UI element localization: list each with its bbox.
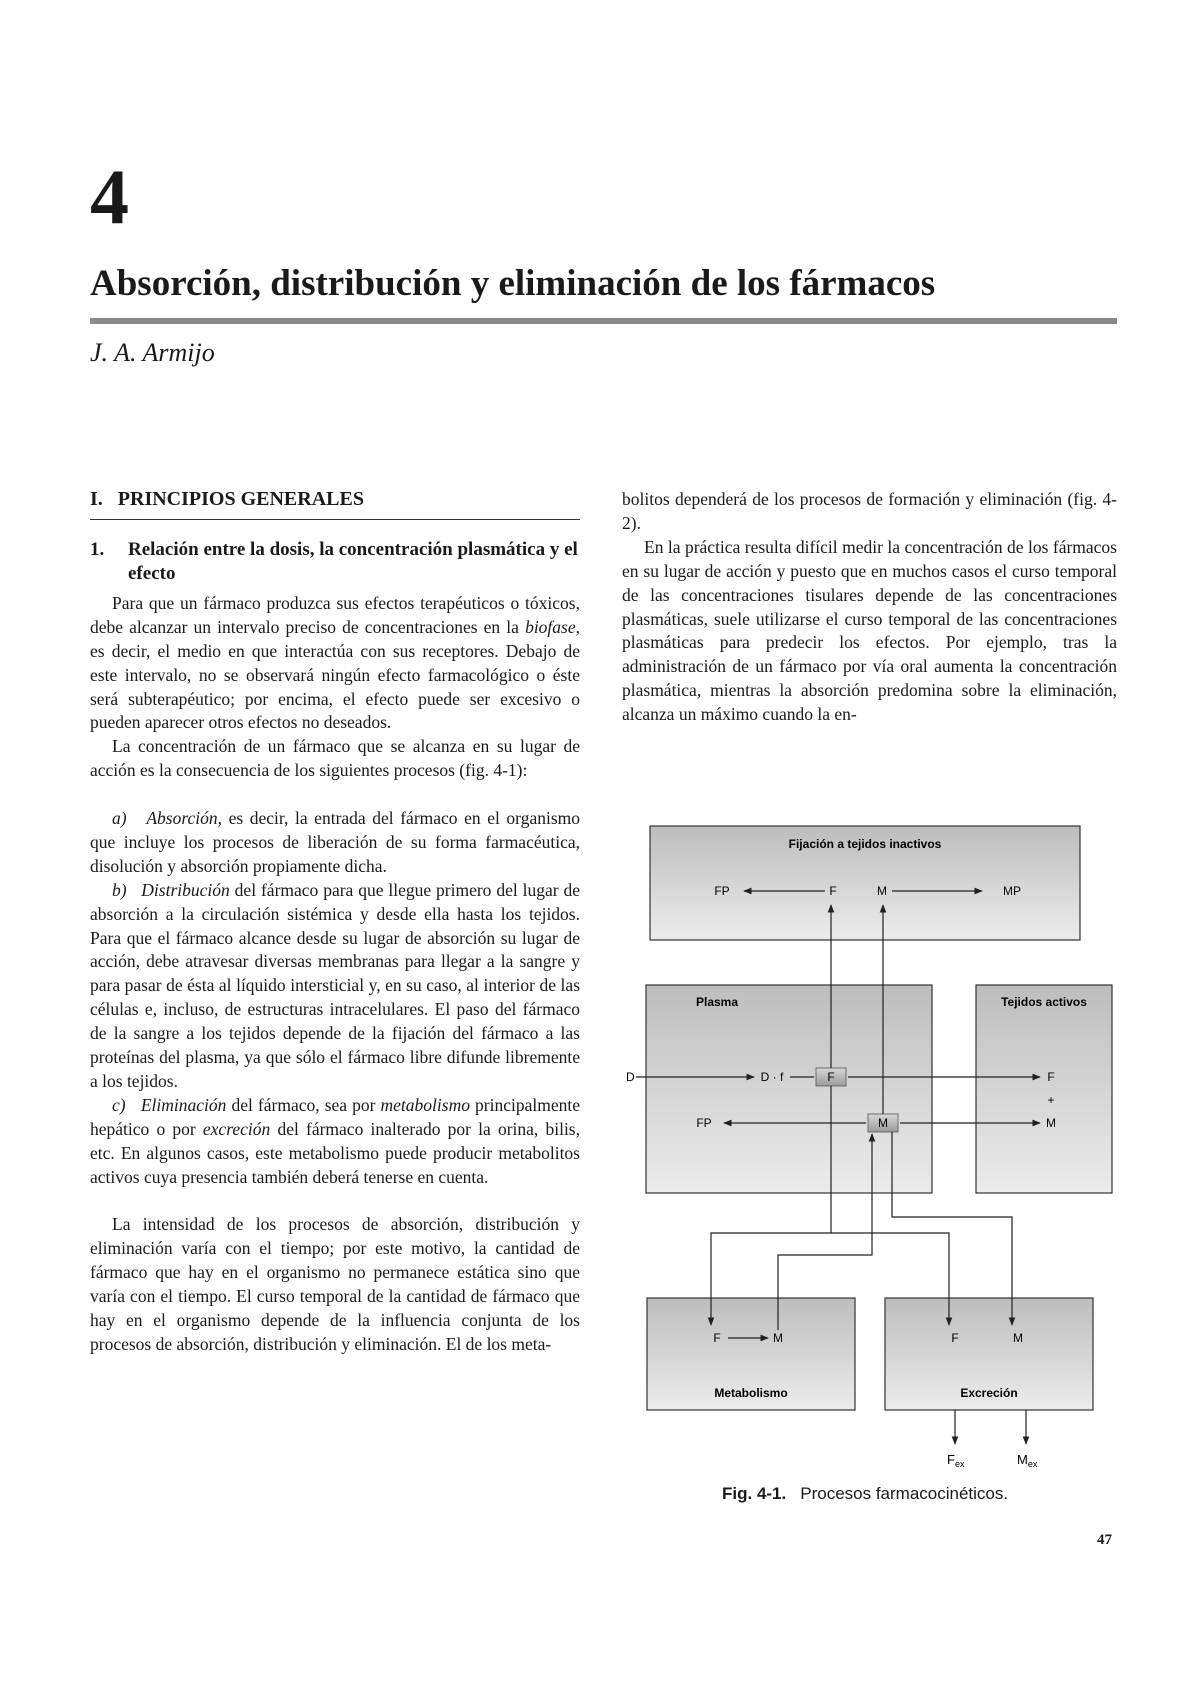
label-m-excretion: M <box>1013 1331 1023 1345</box>
label-fp-plasma: FP <box>696 1116 712 1130</box>
title-rule <box>90 318 1117 324</box>
box-metabolism-title: Metabolismo <box>714 1386 788 1400</box>
box-plasma-title: Plasma <box>696 995 739 1009</box>
paragraph-processes: La concentración de un fármaco que se alcanza en su lugar de acción es la consecuencia de los siguientes procesos (fig. 4-1): <box>90 736 580 781</box>
term-metabolism: metabolismo <box>380 1094 470 1115</box>
text: del fármaco para que llegue primero del lugar de absorción a la circulación sistémica y desde ella hasta los tejidos. Para que el fármaco alcance desde su lugar de absorción su lugar de acción, debe atravesar diversas membranas para llegar a la sangre y para pasar de ésta al líquido intersticial y, en su caso, al interior de las células e, incluso, de estructuras intracelulares. El paso del fármaco de la sangre a los tejidos depende de la fijación del fármaco a las proteínas del plasma, ya que sólo el fármaco libre difunde libremente a los tejidos. <box>90 879 581 1092</box>
section-heading <box>90 488 580 520</box>
term-biofase: biofase <box>525 616 576 637</box>
figure-diagram <box>620 825 1120 1485</box>
box-plasma <box>646 985 932 1193</box>
box-excretion-title: Excreción <box>960 1386 1018 1400</box>
left-column <box>90 488 580 1357</box>
right-column <box>622 488 1117 727</box>
label-fp-top: FP <box>714 884 730 898</box>
item-distribution <box>90 879 580 1094</box>
item-absorption <box>90 807 580 879</box>
figure-caption <box>722 1484 1008 1504</box>
box-active-tissue <box>976 985 1112 1193</box>
section-number: I. <box>90 488 103 510</box>
author: J. A. Armijo <box>90 338 215 367</box>
item-label: a) <box>112 808 127 829</box>
term-elimination: Eliminación <box>140 1094 227 1115</box>
item-elimination <box>90 1094 580 1190</box>
label-f-excretion: F <box>951 1331 959 1345</box>
text: principalmente hepático o por <box>90 1094 581 1139</box>
label-f-active: F <box>1047 1070 1055 1084</box>
paragraph-intensity: La intensidad de los procesos de absorción, distribución y eliminación varía con el tiempo; por este motivo, la cantidad de fármaco que hay en el organismo no permanece estática sino que varía con el tiempo. El curso temporal de la cantidad de fármaco que hay en el organismo depende de la influencia conjunta de los procesos de absorción, distribución y eliminación. El de los meta- <box>90 1214 580 1354</box>
box-inactive-title: Fijación a tejidos inactivos <box>788 837 942 851</box>
figure-pharmacokinetics <box>620 825 1120 1485</box>
chapter-number: 4 <box>90 153 129 240</box>
label-f-excreted-sub: ex <box>954 1459 965 1469</box>
term-excretion: excreción <box>202 1118 271 1139</box>
box-active-title: Tejidos activos <box>1001 995 1087 1009</box>
label-f-metabolism: F <box>713 1331 721 1345</box>
term-distribution: Distribución <box>141 879 230 900</box>
subsection-heading <box>90 538 580 586</box>
text: del fármaco inalterado por la orina, bilis, etc. En algunos casos, este metabolismo puede producir metabolitos activos cuya presencia también deberá tenerse en cuenta. <box>90 1118 580 1187</box>
label-d: D <box>626 1070 635 1084</box>
text: , es decir, el medio en que interactúa con sus receptores. Debajo de este intervalo, no se observará ningún efecto farmacológico o éste será subterapéutico; por encima, el efecto puede ser excesivo o pueden aparecer otros efectos no deseados. <box>90 616 580 733</box>
item-label: c) <box>112 1094 126 1115</box>
term-absorption: Absorción <box>146 808 218 829</box>
paragraph-practice: En la práctica resulta difícil medir la concentración de los fármacos en su lugar de acción y puesto que en muchos casos el curso temporal de las concentraciones tisulares depende de las concentraciones plasmáticas, suele utilizarse el curso temporal de las concentraciones plasmáticas para predecir los efectos. Por ejemplo, tras la administración de un fármaco por vía oral aumenta la concentración plasmática, mientras la absorción predomina sobre la eliminación, alcanza un máximo cuando la en- <box>622 536 1117 725</box>
text: Para que un fármaco produzca sus efectos terapéuticos o tóxicos, debe alcanzar un intervalo preciso de concentraciones en la <box>90 592 580 637</box>
label-plus: + <box>1047 1093 1055 1107</box>
label-m-top: M <box>877 884 887 898</box>
label-m-metabolism: M <box>773 1331 783 1345</box>
subsection-title: Relación entre la dosis, la concentración plasmática y el efecto <box>128 538 578 584</box>
figure-caption-text: Procesos farmacocinéticos. <box>800 1484 1009 1503</box>
item-label: b) <box>112 879 127 900</box>
label-mp-top: MP <box>1003 884 1021 898</box>
label-m-plasma: M <box>878 1116 888 1130</box>
text: del fármaco, sea por <box>226 1094 381 1115</box>
label-f-top: F <box>829 884 837 898</box>
label-f-excreted <box>947 1452 965 1469</box>
chapter-title: Absorción, distribución y eliminación de los fármacos <box>90 263 936 304</box>
figure-caption-label: Fig. 4-1. <box>722 1484 787 1503</box>
page-number: 47 <box>1097 1532 1112 1548</box>
label-m-excreted-sub: ex <box>1027 1459 1038 1469</box>
text: , es decir, la entrada del fármaco en el organismo que incluye los procesos de liberación de su forma farmacéutica, disolución y absorción propiamente dicha. <box>90 808 580 876</box>
paragraph-metabolites: bolitos dependerá de los procesos de formación y eliminación (fig. 4-2). <box>622 489 1117 533</box>
section-title: PRINCIPIOS GENERALES <box>117 488 364 510</box>
label-m-active: M <box>1046 1116 1056 1130</box>
label-f-excreted-main: F <box>947 1452 955 1467</box>
label-m-excreted-main: M <box>1017 1452 1028 1467</box>
paragraph-biofase <box>90 592 580 735</box>
label-m-excreted <box>1017 1452 1038 1469</box>
subsection-number: 1. <box>90 538 105 560</box>
label-f-plasma: F <box>827 1070 835 1084</box>
label-dose-fraction: D · f <box>760 1070 784 1084</box>
